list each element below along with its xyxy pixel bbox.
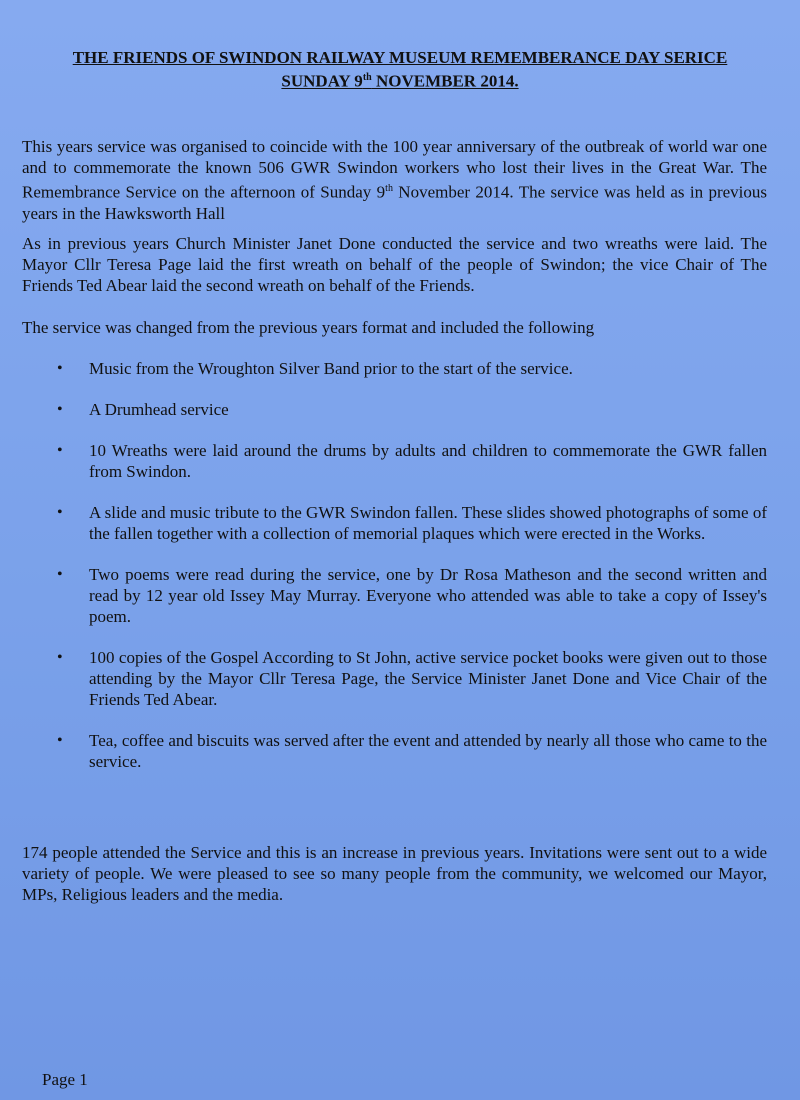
bullet-icon: • — [57, 401, 63, 418]
list-item — [55, 502, 767, 544]
paragraph-intro-sup: th — [385, 183, 393, 194]
bullet-icon: • — [57, 360, 63, 377]
bullet-icon: • — [57, 649, 63, 666]
title-line-1: THE FRIENDS OF SWINDON RAILWAY MUSEUM REMEMBERANCE DAY SERICE — [72, 48, 728, 67]
list-item — [55, 730, 767, 772]
list-item — [55, 647, 767, 710]
title-date-pre: SUNDAY 9 — [281, 71, 363, 91]
service-items-list — [55, 358, 767, 792]
list-item — [55, 564, 767, 627]
title-line-2 — [20, 68, 780, 92]
title-date-post: NOVEMBER 2014. — [371, 71, 519, 91]
list-item-text: A slide and music tribute to the GWR Swindon fallen. These slides showed photographs of some of the fallen together with a collection of memorial plaques which were erected in the Works. — [89, 503, 767, 543]
list-item-text: Music from the Wroughton Silver Band prior to the start of the service. — [89, 359, 573, 378]
paragraph-intro-post: November 2014. The service was held as in previous years in the Hawksworth Hall — [22, 182, 767, 223]
paragraph-intro-pre: This years service was organised to coincide with the 100 year anniversary of the outbreak of world war one and to commemorate the known 506 GWR Swindon workers who lost their lives in the Great War. The Remembrance Service on the afternoon of Sunday 9 — [22, 137, 767, 202]
paragraph-attendance: 174 people attended the Service and this is an increase in previous years. Invitations were sent out to a wide variety of people. We were pleased to see so many people from the community, we welcomed our Mayor, MPs, Religious leaders and the media. — [22, 843, 767, 904]
paragraph-intro — [22, 136, 767, 224]
document-title — [20, 48, 780, 92]
paragraph-format-intro: The service was changed from the previous years format and included the following — [22, 318, 595, 337]
page-number: Page 1 — [42, 1070, 88, 1089]
list-item-text: Two poems were read during the service, one by Dr Rosa Matheson and the second written and read by 12 year old Issey May Murray. Everyone who attended was able to take a copy of Issey's poem. — [89, 565, 767, 626]
bullet-icon: • — [57, 566, 63, 583]
list-item — [55, 358, 767, 379]
bullet-icon: • — [57, 442, 63, 459]
bullet-icon: • — [57, 504, 63, 521]
list-item-text: 100 copies of the Gospel According to St John, active service pocket books were given out to those attending by the Mayor Cllr Teresa Page, the Service Minister Janet Done and Vice Chair of the Friends Ted Abear. — [89, 648, 767, 709]
list-item — [55, 399, 767, 420]
list-item-text: Tea, coffee and biscuits was served after the event and attended by nearly all those who came to the service. — [89, 731, 767, 771]
list-item-text: 10 Wreaths were laid around the drums by adults and children to commemorate the GWR fallen from Swindon. — [89, 441, 767, 481]
title-date-sup: th — [362, 72, 372, 83]
list-item-text: A Drumhead service — [89, 400, 229, 419]
list-item — [55, 440, 767, 482]
bullet-icon: • — [57, 732, 63, 749]
paragraph-wreaths: As in previous years Church Minister Janet Done conducted the service and two wreaths were laid. The Mayor Cllr Teresa Page laid the first wreath on behalf of the people of Swindon; the vice Chair of The Friends Ted Abear laid the second wreath on behalf of the Friends. — [22, 234, 767, 295]
